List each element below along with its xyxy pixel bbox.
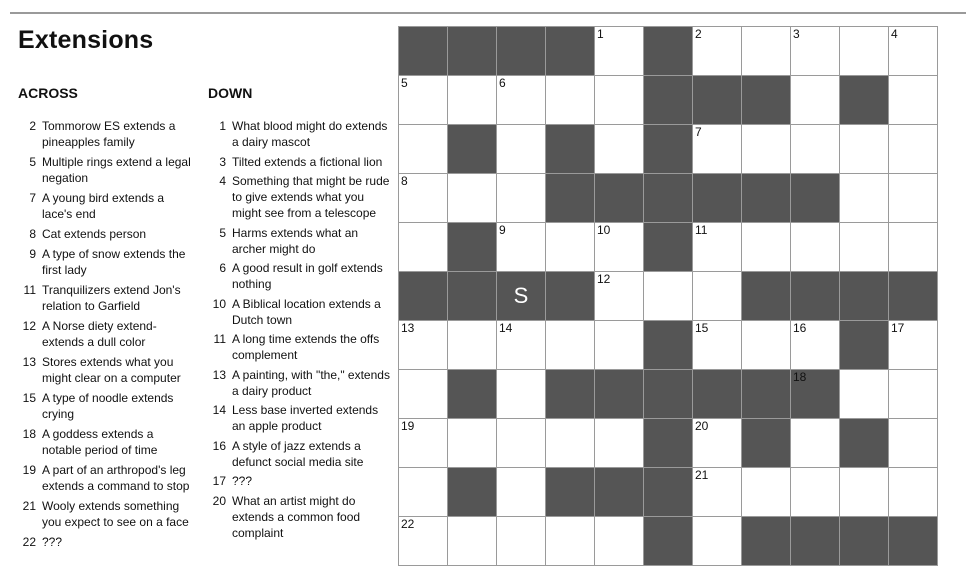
- clue-text: Tranquilizers extend Jon's relation to Garfield: [42, 283, 181, 313]
- grid-cell[interactable]: [889, 174, 938, 223]
- grid-cell[interactable]: [889, 468, 938, 517]
- grid-cell[interactable]: [497, 419, 546, 468]
- clue-number: 6: [219, 261, 226, 275]
- down-heading: DOWN: [208, 85, 253, 101]
- grid-cell[interactable]: [742, 321, 791, 370]
- across-heading: ACROSS: [18, 85, 78, 101]
- grid-cell[interactable]: [693, 517, 742, 566]
- clue-number: 11: [213, 332, 226, 346]
- grid-cell[interactable]: [399, 517, 448, 566]
- across-clue[interactable]: [14, 354, 196, 386]
- across-clue[interactable]: [14, 246, 196, 278]
- grid-cell[interactable]: [791, 468, 840, 517]
- block-cell: [742, 76, 791, 125]
- grid-cell[interactable]: [840, 223, 889, 272]
- block-cell: [448, 272, 497, 321]
- across-clue[interactable]: [14, 118, 196, 150]
- grid-cell[interactable]: [791, 125, 840, 174]
- block-cell: [546, 272, 595, 321]
- grid-cell[interactable]: [497, 321, 546, 370]
- cell-number: 21: [695, 468, 709, 482]
- cell-number: 5: [401, 76, 408, 90]
- down-clue[interactable]: [204, 367, 390, 399]
- grid-cell[interactable]: [595, 125, 644, 174]
- cell-number: 11: [695, 223, 708, 237]
- grid-cell[interactable]: [399, 419, 448, 468]
- block-cell: [595, 468, 644, 517]
- down-clue[interactable]: [204, 402, 390, 434]
- across-clue[interactable]: [14, 154, 196, 186]
- grid-cell[interactable]: [889, 223, 938, 272]
- grid-cell[interactable]: [889, 370, 938, 419]
- cell-number: 20: [695, 419, 709, 433]
- grid-cell[interactable]: [595, 76, 644, 125]
- block-cell: [644, 174, 693, 223]
- block-cell: [448, 27, 497, 76]
- block-cell: [889, 517, 938, 566]
- block-cell: [840, 272, 889, 321]
- block-cell: [791, 174, 840, 223]
- block-cell: [840, 517, 889, 566]
- grid-cell[interactable]: [497, 174, 546, 223]
- across-clue[interactable]: [14, 462, 196, 494]
- block-cell: [644, 419, 693, 468]
- cell-number: 12: [597, 272, 611, 286]
- grid-cell[interactable]: [791, 419, 840, 468]
- clue-number: 14: [212, 403, 226, 417]
- block-cell: [448, 468, 497, 517]
- across-clue[interactable]: [14, 426, 196, 458]
- grid-cell[interactable]: [399, 125, 448, 174]
- clue-number: 4: [219, 174, 226, 188]
- grid-cell[interactable]: [742, 125, 791, 174]
- grid-cell[interactable]: [595, 27, 644, 76]
- clue-number: 8: [29, 227, 36, 241]
- across-clue[interactable]: [14, 226, 196, 242]
- grid-cell[interactable]: [693, 125, 742, 174]
- grid-cell[interactable]: [889, 27, 938, 76]
- clue-text: A painting, with "the," extends a dairy product: [232, 367, 390, 398]
- grid-cell[interactable]: [448, 174, 497, 223]
- block-cell: [693, 370, 742, 419]
- cell-number: 22: [401, 517, 415, 531]
- block-cell: [742, 517, 791, 566]
- block-cell: [546, 174, 595, 223]
- block-cell: [742, 174, 791, 223]
- page-title: Extensions: [18, 26, 154, 54]
- block-cell: [644, 125, 693, 174]
- across-clue[interactable]: [14, 390, 196, 422]
- block-cell: [889, 272, 938, 321]
- down-clue[interactable]: [204, 473, 390, 489]
- grid-cell[interactable]: [840, 174, 889, 223]
- block-cell: [644, 27, 693, 76]
- grid-cell[interactable]: [840, 27, 889, 76]
- top-divider: [10, 12, 966, 14]
- clue-number: 10: [212, 296, 226, 311]
- clue-number: 18: [22, 427, 36, 441]
- clue-text: Stores extends what you might clear on a computer: [42, 355, 181, 385]
- grid-cell[interactable]: [595, 517, 644, 566]
- across-clue[interactable]: [14, 498, 196, 530]
- grid-cell[interactable]: [448, 321, 497, 370]
- down-clue[interactable]: [204, 331, 390, 363]
- grid-cell[interactable]: [840, 468, 889, 517]
- clue-text: What an artist might do extends a common food complaint: [232, 493, 361, 540]
- grid-cell[interactable]: [889, 321, 938, 370]
- clue-text: ???: [232, 474, 253, 488]
- clue-number: 13: [22, 355, 36, 369]
- down-clue[interactable]: [204, 296, 390, 328]
- cell-number: 2: [695, 27, 702, 41]
- cell-number: 15: [695, 321, 709, 335]
- grid-cell[interactable]: [546, 419, 595, 468]
- grid-cell[interactable]: [399, 321, 448, 370]
- grid-cell[interactable]: [742, 27, 791, 76]
- grid-cell[interactable]: [546, 321, 595, 370]
- grid-cell[interactable]: [399, 76, 448, 125]
- clue-text: Harms extends what an archer might do: [232, 225, 359, 256]
- grid-cell[interactable]: [693, 419, 742, 468]
- grid-cell[interactable]: [595, 321, 644, 370]
- cell-number: 1: [597, 27, 604, 41]
- grid-cell[interactable]: [791, 27, 840, 76]
- clue-number: 3: [219, 154, 226, 169]
- cell-number: 10: [597, 223, 611, 237]
- down-clue[interactable]: [204, 260, 390, 292]
- block-cell: [399, 27, 448, 76]
- grid-cell[interactable]: [693, 468, 742, 517]
- cell-number: 16: [793, 321, 807, 335]
- clue-text: A type of snow extends the first lady: [42, 247, 186, 277]
- block-cell: [448, 125, 497, 174]
- clue-number: 11: [23, 283, 36, 297]
- clue-text: A Biblical location extends a Dutch town: [232, 296, 381, 327]
- block-cell: [742, 370, 791, 419]
- grid-cell[interactable]: [399, 370, 448, 419]
- clue-text: A young bird extends a lace's end: [42, 191, 165, 221]
- down-clue[interactable]: [204, 493, 390, 541]
- grid-cell[interactable]: [791, 223, 840, 272]
- grid-cell[interactable]: [497, 517, 546, 566]
- block-cell: [644, 370, 693, 419]
- cell-number: 9: [499, 223, 506, 237]
- clue-text: Wooly extends something you expect to see on a face: [42, 499, 189, 529]
- block-cell: [742, 272, 791, 321]
- grid-cell[interactable]: [595, 419, 644, 468]
- down-clue-list: [204, 118, 390, 544]
- block-cell: [644, 468, 693, 517]
- clue-text: A goddess extends a notable period of time: [42, 427, 158, 457]
- grid-cell[interactable]: [791, 321, 840, 370]
- crossword-grid: [398, 26, 938, 566]
- across-clue[interactable]: [14, 534, 196, 550]
- block-cell: [497, 272, 546, 321]
- grid-cell[interactable]: [497, 370, 546, 419]
- down-clue[interactable]: [204, 118, 390, 150]
- clue-number: 5: [29, 155, 36, 169]
- cell-number: 4: [891, 27, 898, 41]
- clue-number: 15: [22, 391, 36, 405]
- grid-cell[interactable]: [399, 174, 448, 223]
- down-clue[interactable]: [204, 438, 390, 470]
- clue-number: 13: [212, 367, 226, 382]
- block-cell: [546, 27, 595, 76]
- cell-number: 8: [401, 174, 408, 188]
- clue-number: 19: [22, 463, 36, 477]
- clue-text: A Norse diety extend- extends a dull color: [42, 319, 157, 349]
- clue-number: 20: [212, 493, 226, 508]
- grid-cell[interactable]: [448, 517, 497, 566]
- block-cell: [791, 517, 840, 566]
- grid-cell[interactable]: [546, 517, 595, 566]
- block-cell: [546, 468, 595, 517]
- cell-number: 14: [499, 321, 513, 335]
- cell-number: 17: [891, 321, 905, 335]
- grid-cell[interactable]: [889, 125, 938, 174]
- clue-text: Multiple rings extend a legal negation: [42, 155, 191, 185]
- cell-letter: S: [513, 283, 529, 308]
- grid-cell[interactable]: [497, 76, 546, 125]
- block-cell: [448, 370, 497, 419]
- block-cell: [791, 272, 840, 321]
- clue-text: A good result in golf extends nothing: [232, 261, 383, 291]
- cell-number: 3: [793, 27, 800, 41]
- across-clue[interactable]: [14, 318, 196, 350]
- grid-cell[interactable]: [840, 370, 889, 419]
- across-clue[interactable]: [14, 282, 196, 314]
- block-cell: [448, 223, 497, 272]
- clue-number: 22: [22, 535, 36, 549]
- block-cell: [595, 174, 644, 223]
- block-cell: [693, 76, 742, 125]
- clue-number: 17: [212, 474, 226, 488]
- cell-number: 7: [695, 125, 702, 139]
- clue-number: 1: [219, 119, 226, 133]
- grid-cell[interactable]: [399, 468, 448, 517]
- across-clue[interactable]: [14, 190, 196, 222]
- down-clue[interactable]: [204, 154, 390, 170]
- clue-number: 9: [29, 247, 36, 261]
- grid-cell[interactable]: [742, 468, 791, 517]
- block-cell: [644, 223, 693, 272]
- cell-number: 18: [793, 370, 807, 384]
- block-cell: [546, 370, 595, 419]
- clue-number: 16: [212, 438, 226, 453]
- clue-text: A long time extends the offs complement: [232, 332, 380, 362]
- grid-cell[interactable]: [644, 272, 693, 321]
- block-cell: [546, 125, 595, 174]
- clue-number: 21: [22, 499, 36, 513]
- grid-cell[interactable]: [693, 321, 742, 370]
- grid-cell[interactable]: [595, 272, 644, 321]
- clue-text: Cat extends person: [42, 227, 147, 241]
- block-cell: [595, 370, 644, 419]
- clue-text: ???: [42, 535, 63, 549]
- grid-cell[interactable]: [399, 223, 448, 272]
- clue-text: Something that might be rude to give extends what you might see from a telescope: [232, 174, 390, 220]
- clue-text: Tilted extends a fictional lion: [232, 154, 383, 169]
- clue-number: 12: [22, 319, 36, 333]
- grid-cell[interactable]: [693, 223, 742, 272]
- grid-cell[interactable]: [693, 27, 742, 76]
- clue-text: Tommorow ES extends a pineapples family: [42, 119, 176, 149]
- clue-number: 5: [219, 225, 226, 240]
- clue-text: A style of jazz extends a defunct social media site: [232, 438, 364, 469]
- grid-cell[interactable]: [546, 76, 595, 125]
- cell-number: 13: [401, 321, 415, 335]
- clue-text: A part of an arthropod's leg extends a command to stop: [42, 463, 190, 493]
- clue-number: 7: [29, 191, 36, 205]
- clue-text: Less base inverted extends an apple product: [232, 403, 379, 433]
- block-cell: [840, 419, 889, 468]
- block-cell: [644, 76, 693, 125]
- cell-number: 19: [401, 419, 415, 433]
- grid-cell[interactable]: [448, 419, 497, 468]
- grid-cell[interactable]: [595, 223, 644, 272]
- block-cell: [840, 321, 889, 370]
- grid-cell[interactable]: [889, 76, 938, 125]
- block-cell: [693, 174, 742, 223]
- block-cell: [644, 321, 693, 370]
- grid-cell[interactable]: [791, 76, 840, 125]
- cell-number: 6: [499, 76, 506, 90]
- grid-cell[interactable]: [497, 223, 546, 272]
- grid-cell[interactable]: [889, 419, 938, 468]
- clue-number: 2: [29, 119, 36, 133]
- grid-cell[interactable]: [497, 468, 546, 517]
- grid-cell[interactable]: [448, 76, 497, 125]
- across-clue-list: [14, 118, 196, 554]
- grid-cell[interactable]: [546, 223, 595, 272]
- grid-cell[interactable]: [497, 125, 546, 174]
- down-clue[interactable]: [204, 173, 390, 221]
- block-cell: [791, 370, 840, 419]
- grid-cell[interactable]: [742, 223, 791, 272]
- block-cell: [497, 27, 546, 76]
- block-cell: [399, 272, 448, 321]
- clue-text: A type of noodle extends crying: [42, 391, 174, 421]
- grid-cell[interactable]: [840, 125, 889, 174]
- down-clue[interactable]: [204, 225, 390, 257]
- clue-text: What blood might do extends a dairy mascot: [232, 119, 388, 149]
- block-cell: [840, 76, 889, 125]
- block-cell: [644, 517, 693, 566]
- grid-cell[interactable]: [693, 272, 742, 321]
- block-cell: [742, 419, 791, 468]
